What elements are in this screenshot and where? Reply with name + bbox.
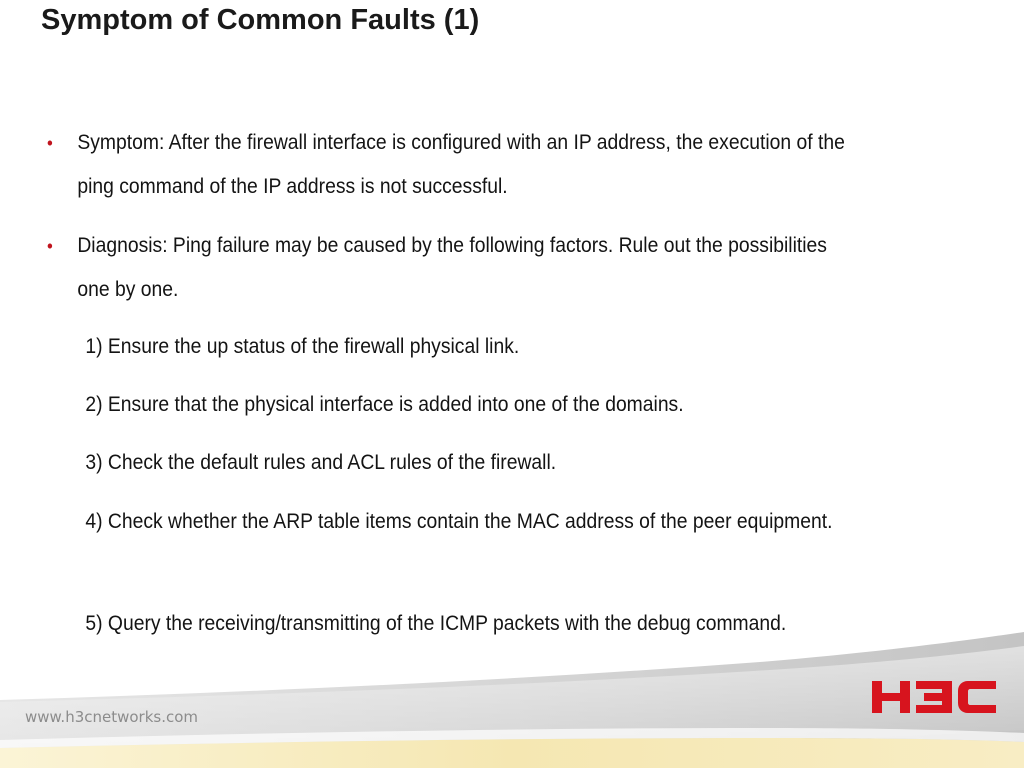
step-item: 2) Ensure that the physical interface is added into one of the domains. bbox=[80, 393, 684, 416]
bullet-diagnosis bbox=[47, 224, 847, 312]
slide-title: Symptom of Common Faults (1) bbox=[41, 4, 480, 36]
step-item: 3) Check the default rules and ACL rules of the firewall. bbox=[80, 451, 557, 474]
step-item: 5) Query the receiving/transmitting of the ICMP packets with the debug command. bbox=[80, 612, 787, 635]
bullet-text: Diagnosis: Ping failure may be caused by the following factors. Rule out the possibilities one by one. bbox=[77, 234, 833, 301]
step-item: 1) Ensure the up status of the firewall physical link. bbox=[80, 335, 520, 358]
bullet-symptom bbox=[47, 121, 851, 209]
step-item: 4) Check whether the ARP table items contain the MAC address of the peer equipment. bbox=[80, 510, 833, 533]
h3c-logo bbox=[872, 681, 996, 713]
bullet-marker: • bbox=[47, 133, 53, 153]
footer-url: www.h3cnetworks.com bbox=[25, 708, 199, 726]
bullet-text: Symptom: After the firewall interface is configured with an IP address, the execution of the ping command of the IP address is not successful. bbox=[77, 131, 851, 198]
bullet-marker: • bbox=[47, 236, 53, 256]
